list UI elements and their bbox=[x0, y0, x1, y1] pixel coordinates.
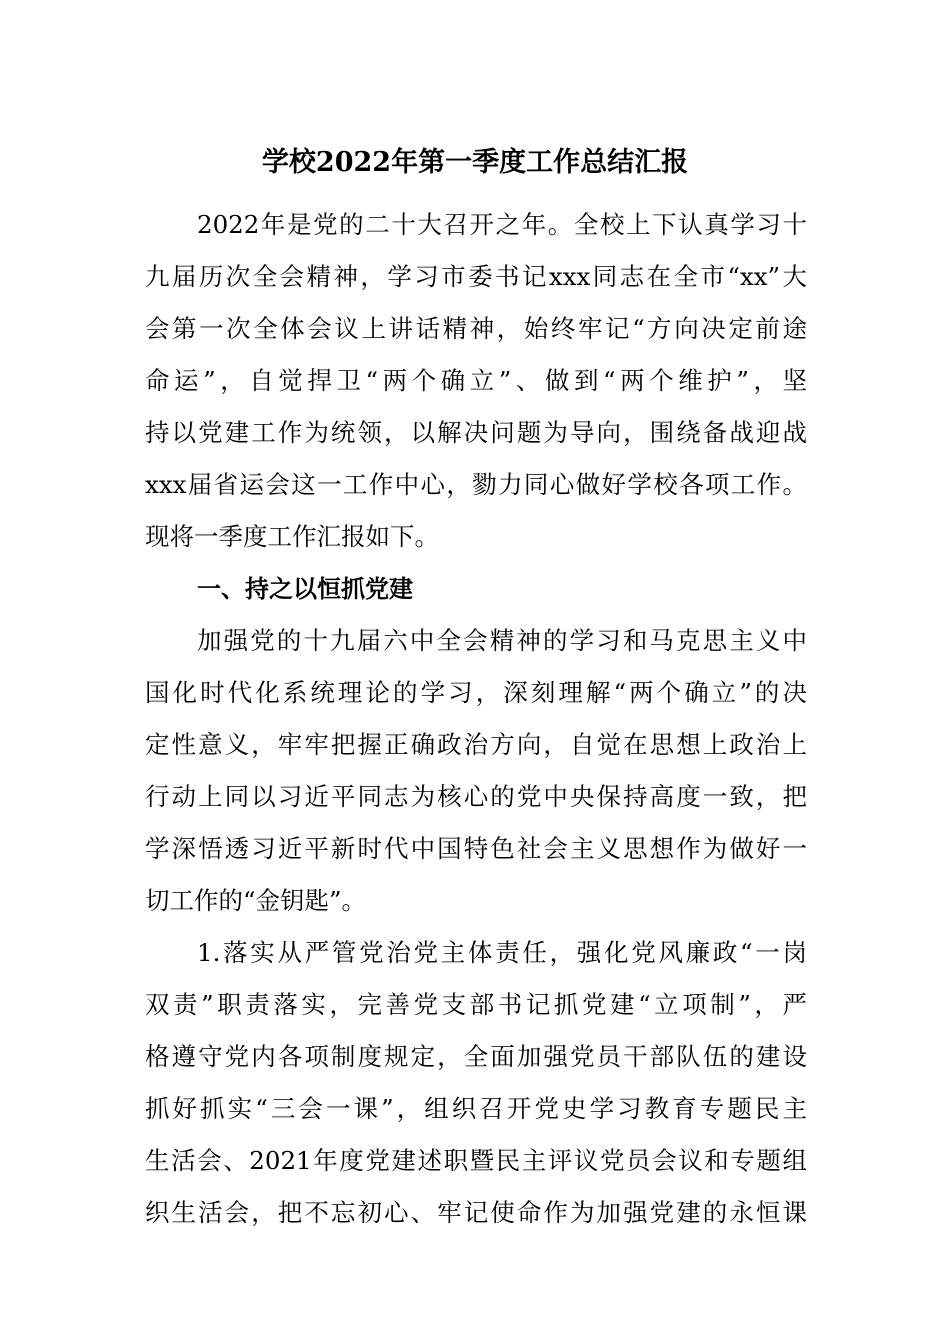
paragraph-3-line-5: 生活会、2021年度党建述职暨民主评议党员会议和专题组 bbox=[145, 1146, 807, 1175]
paragraph-1-line-3: 会第一次全体会议上讲话精神，始终牢记“方向决定前途 bbox=[145, 314, 807, 343]
document-title: 学校2022年第一季度工作总结汇报 bbox=[261, 147, 689, 178]
section-1-heading: 一、持之以恒抓党建 bbox=[197, 575, 413, 603]
paragraph-3-line-4: 抓好抓实“三会一课”，组织召开党史学习教育专题民主 bbox=[145, 1094, 807, 1123]
paragraph-1-line-2: 九届历次全会精神，学习市委书记xxx同志在全市“xx”大 bbox=[145, 262, 807, 291]
paragraph-1-line-6: xxx届省运会这一工作中心，勠力同心做好学校各项工作。 bbox=[145, 470, 807, 499]
paragraph-2-line-5: 学深悟透习近平新时代中国特色社会主义思想作为做好一 bbox=[145, 834, 807, 863]
paragraph-2-line-1: 加强党的十九届六中全会精神的学习和马克思主义中 bbox=[197, 626, 807, 655]
paragraph-3-line-6: 织生活会，把不忘初心、牢记使命作为加强党建的永恒课 bbox=[145, 1198, 807, 1227]
paragraph-2-line-4: 行动上同以习近平同志为核心的党中央保持高度一致，把 bbox=[145, 782, 807, 811]
document-body bbox=[145, 0, 807, 1344]
paragraph-3-line-3: 格遵守党内各项制度规定，全面加强党员干部队伍的建设 bbox=[145, 1042, 807, 1071]
paragraph-1-line-1: 2022年是党的二十大召开之年。全校上下认真学习十 bbox=[197, 210, 807, 239]
paragraph-3-line-2: 双责”职责落实，完善党支部书记抓党建“立项制”，严 bbox=[145, 990, 807, 1019]
paragraph-1-line-4: 命运”，自觉捍卫“两个确立”、做到“两个维护”，坚 bbox=[145, 366, 807, 395]
paragraph-3-line-1: 1.落实从严管党治党主体责任，强化党风廉政“一岗 bbox=[197, 938, 807, 967]
paragraph-2-line-6: 切工作的“金钥匙”。 bbox=[145, 886, 367, 915]
paragraph-2-line-3: 定性意义，牢牢把握正确政治方向，自觉在思想上政治上 bbox=[145, 730, 807, 759]
paragraph-1-line-7: 现将一季度工作汇报如下。 bbox=[145, 522, 439, 551]
paragraph-2-line-2: 国化时代化系统理论的学习，深刻理解“两个确立”的决 bbox=[145, 678, 807, 707]
paragraph-1-line-5: 持以党建工作为统领，以解决问题为导向，围绕备战迎战 bbox=[145, 418, 807, 447]
